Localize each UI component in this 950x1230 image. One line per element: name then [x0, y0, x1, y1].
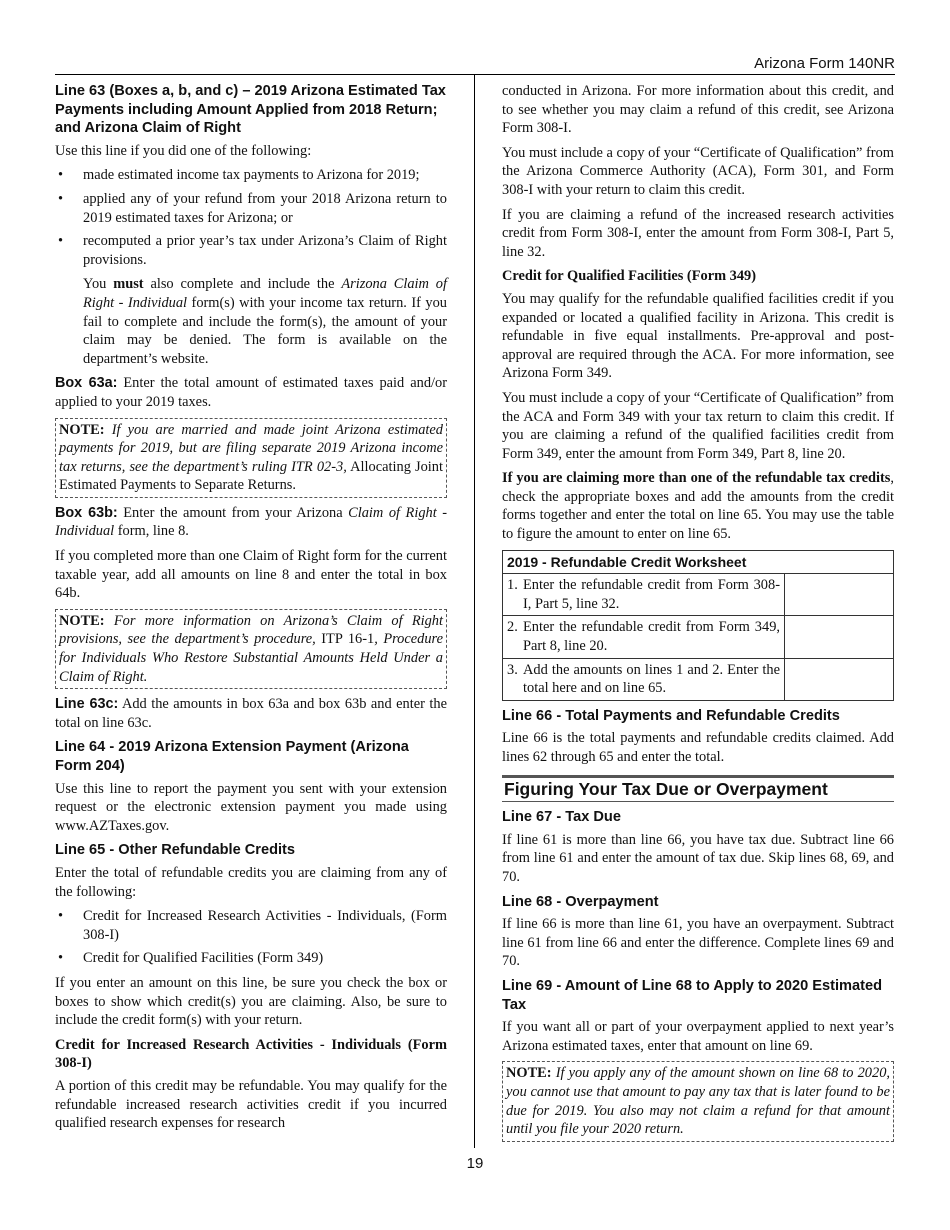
amount-cell[interactable] [785, 574, 894, 616]
left-column [55, 82, 447, 1139]
line-65-bullet-list [55, 907, 447, 968]
line-66-heading: Line 66 - Total Payments and Refundable Credits [502, 707, 840, 724]
header-rule [55, 74, 895, 75]
note-estimated-tax: NOTE: If you apply any of the amount shown on line 68 to 2020, you cannot use that amount to pay any tax that is later found to be due for 2019. You also may not claim a refund for that amount until you file your 2020 return. [502, 1061, 894, 1141]
line-63-heading: Line 63 (Boxes a, b, and c) – 2019 Arizona Estimated Tax Payments including Amount Applied from 2018 Return; and Arizona Claim of Right [55, 83, 446, 137]
list-item: • made estimated income tax payments to Arizona for 2019; [58, 167, 420, 184]
line-63-intro: Use this line if you did one of the following: [55, 142, 312, 159]
line-68-heading: Line 68 - Overpayment [502, 893, 659, 910]
line-63c-paragraph: Line 63c: Add the amounts in box 63a and box 63b and enter the total on line 63c. [55, 696, 447, 731]
note-joint-payments: NOTE: If you are married and made joint Arizona estimated payments for 2019, but are filing separate 2019 Arizona income tax returns, see the department’s ruling ITR 02-3, Allocating Joint Estimated Payments to Separate Returns. [55, 418, 447, 498]
line-65-after: If you enter an amount on this line, be sure you check the box or boxes to show which credit(s) you are claiming. Also, be sure to include the credit form(s) with your return. [55, 974, 447, 1029]
list-item: • recomputed a prior year’s tax under Arizona’s Claim of Right provisions. [58, 233, 447, 268]
line-67-heading: Line 67 - Tax Due [502, 809, 621, 826]
amount-cell[interactable] [785, 616, 894, 658]
qualified-facilities-heading: Credit for Qualified Facilities (Form 349) [502, 268, 757, 285]
line-65-intro: Enter the total of refundable credits you are claiming from any of the following: [55, 864, 447, 900]
line-63-bullet-list [55, 166, 447, 269]
note-claim-of-right: NOTE: For more information on Arizona’s Claim of Right provisions, see the department’s procedure, ITP 16-1, Procedure for Individuals Who Restore Substantial Amounts Held Under a Claim of Right. [55, 609, 447, 689]
research-credit-continued: conducted in Arizona. For more information about this credit, and to see whether you may claim a refund of this credit, see Arizona Form 308-I. [502, 83, 894, 137]
list-item: • Credit for Increased Research Activities - Individuals, (Form 308-I) [58, 908, 447, 943]
line-66-text: Line 66 is the total payments and refundable credits claimed. Add lines 62 through 65 and enter the total. [502, 730, 894, 765]
list-item: • Credit for Qualified Facilities (Form 349) [58, 950, 324, 967]
bullet-icon: • [58, 167, 64, 184]
table-row: 3. Add the amounts on lines 1 and 2. Enter the total here and on line 65. [503, 658, 894, 700]
form-label: Arizona Form 140NR [754, 55, 895, 72]
right-column [502, 82, 894, 1148]
certificate-paragraph: You must include a copy of your “Certificate of Qualification” from the Arizona Commerce Authority (ACA), Form 301, and Form 308-I with your return to claim this credit. [502, 144, 894, 198]
box-63b-more: If you completed more than one Claim of Right form for the current taxable year, add all amounts on line 8 and enter the total in box 64b. [55, 548, 447, 602]
research-refund-paragraph: If you are claiming a refund of the increased research activities credit from Form 308-I, enter the amount from Form 308-I, Part 5, line 32. [502, 206, 894, 260]
bullet-icon: • [58, 190, 64, 207]
refundable-credit-worksheet [502, 550, 894, 701]
box-63b-paragraph: Box 63b: Enter the amount from your Arizona Claim of Right - Individual form, line 8. [55, 504, 448, 540]
column-divider [474, 74, 475, 1148]
line-69-text: If you want all or part of your overpayment applied to next year’s Arizona estimated taxes, enter that amount on line 69. [502, 1019, 894, 1054]
bullet-icon: • [58, 233, 64, 250]
list-item: • applied any of your refund from your 2018 Arizona return to 2019 estimated taxes for Arizona; or [58, 190, 447, 226]
table-row: 2. Enter the refundable credit from Form 349, Part 8, line 20. [503, 616, 894, 658]
research-credit-heading: Credit for Increased Research Activities - Individuals (Form 308-I) [55, 1036, 447, 1072]
multiple-credits-paragraph: If you are claiming more than one of the refundable tax credits, check the appropriate boxes and add the amounts from the credit forms together and enter the total on line 65. You may use the table to figure the amount to enter on line 65. [502, 470, 894, 543]
line-68-text: If line 66 is more than line 61, you have an overpayment. Subtract line 61 from line 66 and enter the difference. Complete lines 69 and 70. [502, 916, 894, 970]
research-credit-text: A portion of this credit may be refundable. You may qualify for the refundable increased research activities credit if you incurred qualified research expenses for research [55, 1077, 447, 1132]
amount-cell[interactable] [785, 658, 894, 700]
line-67-text: If line 61 is more than line 66, you have tax due. Subtract line 66 from line 61 and enter the amount of tax due. Skip lines 68, 69, and 70. [502, 831, 894, 885]
qualified-facilities-certificate: You must include a copy of your “Certificate of Qualification” from the ACA and Form 349 with your tax return to claim this credit. If you are claiming a refund of the qualified facilities credit from Form 349, enter the amount from Form 349, Part 8, line 20. [502, 389, 894, 462]
table-row: 1. Enter the refundable credit from Form 308-I, Part 5, line 32. [503, 574, 894, 616]
bullet-icon: • [58, 908, 64, 925]
line-64-text: Use this line to report the payment you sent with your extension request or the electronic extension payment you made using www.AZTaxes.gov. [55, 780, 447, 834]
section-title: Figuring Your Tax Due or Overpayment [502, 775, 894, 803]
line-65-heading: Line 65 - Other Refundable Credits [55, 842, 296, 859]
bullet-icon: • [58, 950, 64, 967]
line-69-heading: Line 69 - Amount of Line 68 to Apply to 2020 Estimated Tax [502, 977, 883, 1013]
worksheet-title: 2019 - Refundable Credit Worksheet [503, 550, 894, 574]
qualified-facilities-text: You may qualify for the refundable qualified facilities credit if you expanded or located a qualified facility in Arizona. This credit is refundable in five equal installments. Pre-approval and post-approval are required through the ACA. For more information, see Arizona Form 349. [502, 290, 894, 382]
page-number: 19 [466, 1155, 484, 1172]
claim-of-right-paragraph: You must also complete and include the Arizona Claim of Right - Individual form(s) with your income tax return. If you fail to complete and include the form(s), the amount of your claim may be denied. The form is available on the department’s website. [83, 276, 447, 367]
box-63a-paragraph: Box 63a: Enter the total amount of estimated taxes paid and/or applied to your 2019 taxes. [55, 375, 447, 410]
line-64-heading: Line 64 - 2019 Arizona Extension Payment (Arizona Form 204) [55, 739, 409, 774]
